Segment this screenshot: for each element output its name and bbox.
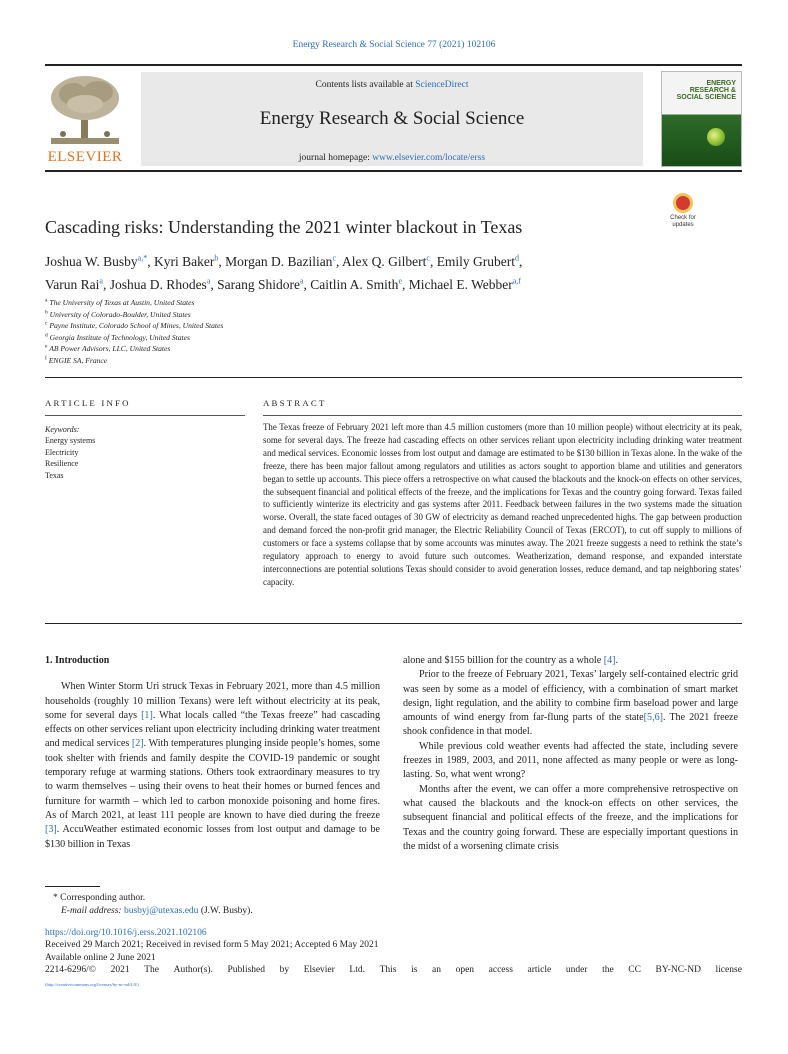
check-updates-label: Check for updates bbox=[670, 215, 696, 228]
sciencedirect-link[interactable]: ScienceDirect bbox=[415, 80, 469, 90]
journal-homepage-link[interactable]: www.elsevier.com/locate/erss bbox=[372, 153, 486, 163]
citation-link[interactable]: [2] bbox=[131, 738, 144, 750]
abstract-heading: ABSTRACT bbox=[263, 398, 327, 408]
author[interactable]: Joshua W. Busby$^{a,*}$ bbox=[45, 253, 148, 269]
author-list: Joshua W. Busby$^{a,*}$, Kyri Baker$^b$, Morgan D. Bazilian$^c$, Alex Q. Gilbert$^c$, Emily Grubert$^d$, Varun Rai$^a$, Joshua D. Rhodes$^a$, Sarang Shidore$^a$, Caitlin A. Smith$^e$, Michael E. Webber$^{a,f}$ bbox=[45, 253, 523, 292]
body-column-left bbox=[45, 654, 380, 852]
globe-icon bbox=[707, 128, 725, 146]
homepage-prefix: journal homepage: bbox=[298, 153, 373, 163]
affiliation: $^b$ University of Colorado-Boulder, United States bbox=[45, 309, 191, 319]
author[interactable]: Sarang Shidore$^a$ bbox=[217, 276, 304, 292]
author[interactable]: Michael E. Webber$^{a,f}$ bbox=[408, 276, 521, 292]
check-for-updates-button[interactable] bbox=[664, 193, 702, 233]
doi-link[interactable]: https://doi.org/10.1016/j.erss.2021.102106 bbox=[45, 928, 207, 938]
keyword[interactable]: Resilience bbox=[45, 459, 79, 469]
affiliation: $^c$ Payne Institute, Colorado School of Mines, United States bbox=[45, 320, 224, 331]
corresponding-mark: * bbox=[53, 893, 58, 903]
elsevier-wordmark: ELSEVIER bbox=[47, 149, 123, 165]
abstract-text: The Texas freeze of February 2021 left more than 4.5 million customers (more than 10 million people) without electricity at its peak, some for several days. The freeze had cascading effects on other services reliant upon electricity including drinking water treatment and medical services. Economic losses from lost output and damage are estimated to be $130 billion in Texas alone. In the wake of the freeze, there has been major fallout among regulators and utilities as actors sought to apportion blame and utilities and generators began to settle up accounts. This piece offers a retrospective on what caused the blackouts and the knock-on effects on other services, the subsequent financial and political effects of the freeze, and the implications for Texas and the country going forward. Texas failed to sufficiently winterize its electricity and gas systems after 2011. Feedback between failures in the two systems made the situation worse. Overall, the state faced outages of 30 GW of electricity as demand reached unprecedented highs. The gap between production and demand forced the non-profit grid manager, the Electric Reliability Council of Texas (ERCOT), to cut off supply to millions of customers or face a systems collapse that by some accounts was minutes away. The 2021 freeze suggests a need to rethink the state’s regulatory approach to energy to avoid future such outcomes. Weatherization, demand response, and expanded interstate interconnections are potential solutions Texas should consider to avoid generation losses, reduce demand, and tap neighboring states’ capacity. bbox=[263, 422, 742, 587]
keyword[interactable]: Energy systems bbox=[45, 436, 96, 446]
article-info-top-rule bbox=[45, 377, 742, 378]
journal-title: Energy Research & Social Science bbox=[259, 108, 525, 129]
header-bottom-rule bbox=[45, 170, 742, 172]
keyword[interactable]: Texas bbox=[45, 470, 64, 480]
body-column-right bbox=[403, 654, 738, 854]
citation-link[interactable]: [4] bbox=[603, 655, 616, 666]
received-dates: Received 29 March 2021; Received in revised form 5 May 2021; Accepted 6 May 2021 bbox=[45, 940, 379, 951]
corresponding-author-footnote bbox=[45, 892, 445, 918]
author[interactable]: Joshua D. Rhodes$^a$ bbox=[109, 276, 211, 292]
footnote-rule bbox=[45, 886, 100, 887]
corresponding-label: Corresponding author. bbox=[60, 893, 146, 903]
body-paragraph: While previous cold weather events had affected the state, including severe freezes in 1989, 2003, and 2011, none affected as many people or were as long-lasting. So, what went wrong? bbox=[403, 740, 738, 781]
contents-prefix: Contents lists available at bbox=[315, 80, 416, 90]
affiliation: $^a$ The University of Texas at Austin, United States bbox=[45, 297, 195, 307]
section-heading: 1. Introduction bbox=[45, 655, 110, 666]
author[interactable]: Varun Rai$^a$ bbox=[45, 276, 103, 292]
body-paragraph: Months after the event, we can offer a more comprehensive retrospective on what caused the blackouts and the knock-on effects on other services, the subsequent financial and political effects of the freeze, and the implications for Texas and the country going forward. These are especially important questions in the midst of a worsening climate crisis bbox=[403, 783, 738, 852]
author[interactable]: Kyri Baker$^b$ bbox=[153, 253, 219, 269]
keyword[interactable]: Electricity bbox=[45, 447, 79, 457]
body-paragraph: When Winter Storm Uri struck Texas in February 2021, more than 4.5 million households (roughly 10 million Texans) were left without electricity at its peak, some for several days [1]. What locals called “the Texas freeze” had cascading effects on other services reliant upon electricity including drinking water treatment and medical services [2]. With temperatures plunging inside people’s homes, some took shelter with friends and family despite the COVID-19 pandemic or sought temporary refuge at warming stations. Others took extraordinary measures to try to warm themselves – using their ovens to heat their homes or burned fences and furniture for warmth – which led to carbon monoxide poisoning and home fires. As of March 2021, at least 111 people are known to have died during the freeze [3]. AccuWeather estimated economic losses from lost output and damage to be $130 billion in Texas bbox=[45, 681, 380, 850]
body-paragraph: Prior to the freeze of February 2021, Texas’ largely self-contained electric grid was seen by some as a model of efficiency, with a combination of smart market design, light regulation, and the ability to combine firm baseload power and large amounts of wind energy from far-flung parts of the state[5,6]. The 2021 freeze shook confidence in that model. bbox=[403, 669, 739, 738]
license-line: 2214-6296/© 2021 The Author(s). Published by Elsevier Ltd. This is an open access article under the CC BY-NC-ND license bbox=[45, 964, 742, 975]
abstract-rule bbox=[263, 415, 742, 416]
author[interactable]: Morgan D. Bazilian$^c$ bbox=[225, 253, 336, 269]
affiliation: $^e$ AB Power Advisors, LLC, United States bbox=[45, 343, 171, 354]
email-link[interactable]: busbyj@utexas.edu bbox=[123, 906, 199, 916]
contents-available-line bbox=[141, 80, 643, 90]
publication-details bbox=[45, 927, 742, 991]
affiliation: $^d$ Georgia Institute of Technology, United States bbox=[45, 332, 190, 342]
elsevier-tree-icon bbox=[45, 74, 125, 146]
citation-link[interactable]: [5,6] bbox=[643, 712, 663, 724]
journal-cover-thumbnail[interactable] bbox=[661, 71, 742, 167]
email-label: E-mail address: bbox=[61, 906, 124, 916]
email-suffix: (J.W. Busby). bbox=[198, 906, 253, 916]
affiliation-list bbox=[45, 297, 445, 367]
article-info-heading: ARTICLE INFO bbox=[45, 398, 131, 408]
journal-reference[interactable]: Energy Research & Social Science 77 (2021) 102106 bbox=[292, 40, 496, 50]
author[interactable]: Caitlin A. Smith$^e$ bbox=[310, 276, 402, 292]
author[interactable]: Emily Grubert$^d$ bbox=[436, 253, 520, 269]
article-info-rule bbox=[45, 415, 245, 416]
keywords-block bbox=[45, 424, 95, 481]
citation-link[interactable]: [1] bbox=[141, 709, 153, 721]
author[interactable]: Alex Q. Gilbert$^c$ bbox=[342, 253, 430, 269]
body-paragraph: alone and $155 billion for the country as a whole [4]. bbox=[403, 655, 619, 666]
abstract-bottom-rule bbox=[45, 623, 742, 624]
header-top-rule bbox=[45, 64, 742, 66]
cover-title: ENERGY RESEARCH & SOCIAL SCIENCE bbox=[676, 80, 736, 101]
check-updates-icon bbox=[673, 193, 693, 213]
available-online: Available online 2 June 2021 bbox=[45, 952, 156, 963]
citation-link[interactable]: [3] bbox=[45, 824, 57, 836]
keywords-label: Keywords: bbox=[45, 425, 80, 434]
license-url-link[interactable]: (http://creativecommons.org/licenses/by-nc-nd/4.0/). bbox=[45, 982, 140, 988]
publisher-logo bbox=[45, 74, 125, 166]
affiliation: $^f$ ENGIE SA, France bbox=[45, 355, 108, 365]
journal-homepage-line bbox=[141, 153, 643, 163]
article-title: Cascading risks: Understanding the 2021 winter blackout in Texas bbox=[45, 217, 523, 237]
